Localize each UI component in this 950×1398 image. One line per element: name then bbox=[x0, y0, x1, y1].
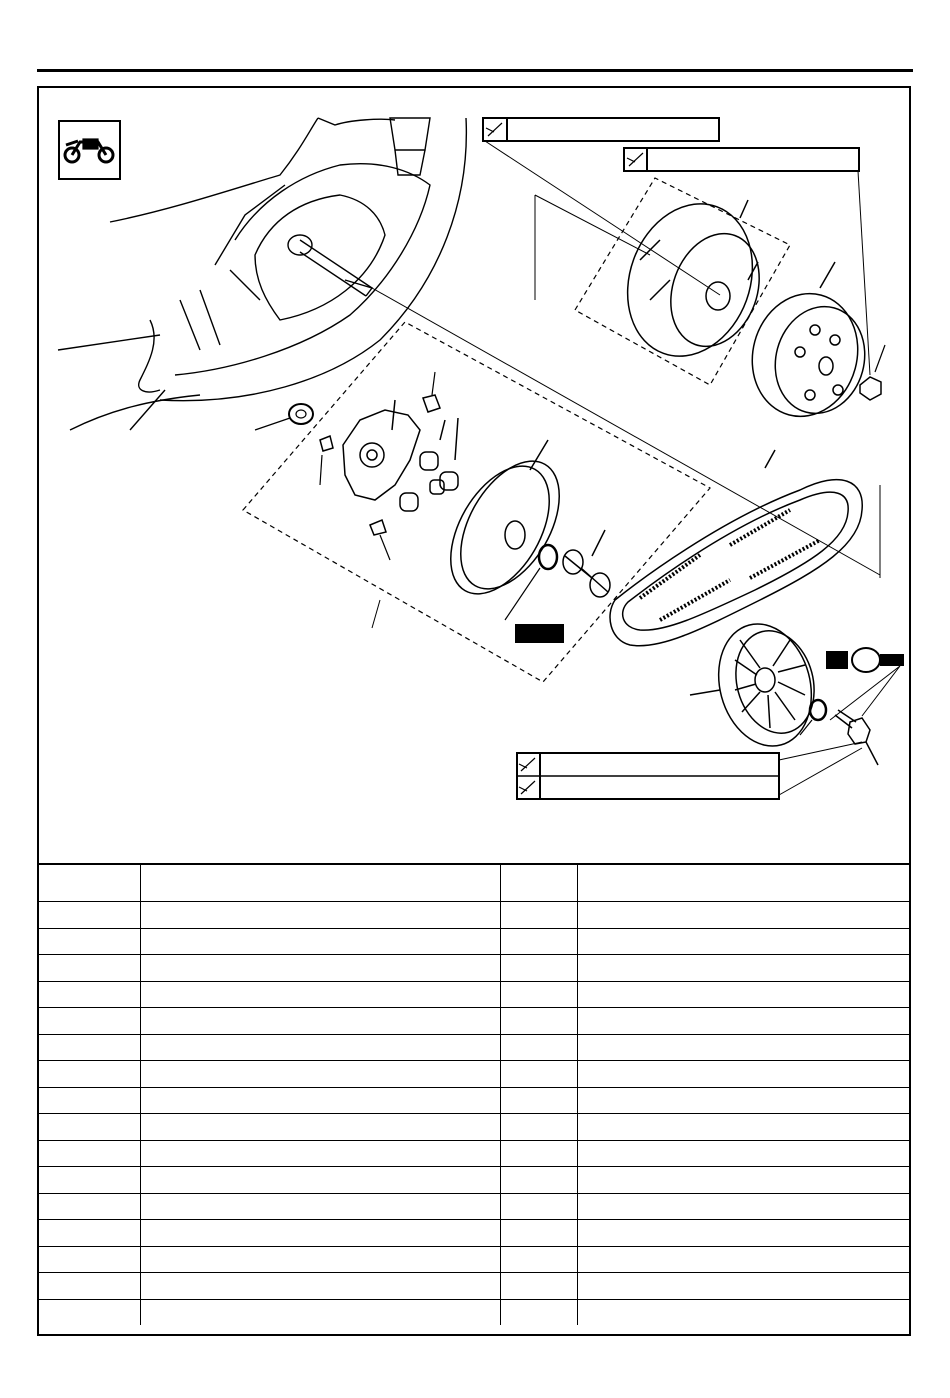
table-cell bbox=[38, 864, 140, 902]
cam-plate bbox=[343, 400, 420, 500]
table-cell bbox=[500, 1220, 577, 1247]
torque-wrench-icon bbox=[627, 153, 643, 166]
table-cell bbox=[577, 902, 910, 929]
torque-wrench-icon bbox=[519, 781, 535, 794]
slider bbox=[320, 436, 333, 451]
table-cell bbox=[38, 1273, 140, 1300]
table-row bbox=[38, 1114, 910, 1141]
table-cell bbox=[577, 864, 910, 902]
table-cell bbox=[577, 928, 910, 955]
table-row bbox=[38, 1220, 910, 1247]
table-cell bbox=[38, 1114, 140, 1141]
table-cell bbox=[38, 1246, 140, 1273]
torque-wrench-icon bbox=[486, 123, 502, 136]
table-row bbox=[38, 981, 910, 1008]
table-row bbox=[38, 1273, 910, 1300]
table-cell bbox=[140, 928, 500, 955]
table-cell bbox=[38, 1034, 140, 1061]
primary-sliding-sheave bbox=[430, 440, 579, 611]
table-cell bbox=[38, 928, 140, 955]
table-cell bbox=[140, 981, 500, 1008]
torque-wrench-icon bbox=[519, 758, 535, 771]
table-cell bbox=[38, 955, 140, 982]
table-cell bbox=[140, 1273, 500, 1300]
primary-fixed-sheave bbox=[690, 613, 825, 756]
table-cell bbox=[500, 864, 577, 902]
torque-box-1 bbox=[483, 118, 719, 141]
table-cell bbox=[500, 1061, 577, 1088]
table-cell bbox=[38, 981, 140, 1008]
table-cell bbox=[500, 1114, 577, 1141]
table-cell bbox=[140, 1246, 500, 1273]
table-cell bbox=[577, 1167, 910, 1194]
table-cell bbox=[500, 928, 577, 955]
table-cell bbox=[500, 1087, 577, 1114]
table-row bbox=[38, 928, 910, 955]
slider bbox=[370, 520, 386, 535]
table-cell bbox=[140, 1087, 500, 1114]
torque-box-2 bbox=[624, 148, 859, 171]
table-cell bbox=[140, 1167, 500, 1194]
table-cell bbox=[38, 1299, 140, 1325]
slider bbox=[423, 395, 440, 412]
v-belt bbox=[610, 450, 862, 646]
table-cell bbox=[500, 955, 577, 982]
oil-seal bbox=[539, 545, 557, 569]
table-header-row bbox=[38, 864, 910, 902]
header-rule bbox=[37, 69, 913, 72]
table-row bbox=[38, 1246, 910, 1273]
table-cell bbox=[140, 1114, 500, 1141]
table-cell bbox=[140, 1220, 500, 1247]
table-cell bbox=[500, 1273, 577, 1300]
table-cell bbox=[38, 1220, 140, 1247]
table-cell bbox=[577, 1008, 910, 1035]
table-cell bbox=[38, 1087, 140, 1114]
exploded-diagram bbox=[38, 87, 910, 863]
nut bbox=[860, 377, 881, 400]
table-cell bbox=[577, 955, 910, 982]
table-cell bbox=[577, 1114, 910, 1141]
collar bbox=[563, 530, 610, 597]
secondary-sheave bbox=[607, 186, 774, 374]
table-cell bbox=[140, 1193, 500, 1220]
table-cell bbox=[140, 955, 500, 982]
lubricant-icon bbox=[826, 648, 904, 720]
table-cell bbox=[140, 1140, 500, 1167]
lubricant-label bbox=[515, 624, 564, 643]
torque-box-3 bbox=[517, 753, 779, 799]
table-cell bbox=[140, 1008, 500, 1035]
table-cell bbox=[38, 1008, 140, 1035]
table-cell bbox=[500, 1246, 577, 1273]
table-row bbox=[38, 1061, 910, 1088]
motorcycle-icon bbox=[59, 121, 120, 179]
bolt bbox=[835, 710, 878, 765]
table-cell bbox=[38, 1167, 140, 1194]
table-cell bbox=[140, 1034, 500, 1061]
table-cell bbox=[500, 1034, 577, 1061]
table-cell bbox=[500, 981, 577, 1008]
washer bbox=[810, 700, 826, 720]
table-cell bbox=[500, 1299, 577, 1325]
table-cell bbox=[577, 1087, 910, 1114]
table-cell bbox=[140, 864, 500, 902]
table-cell bbox=[140, 902, 500, 929]
table-row bbox=[38, 1167, 910, 1194]
table-cell bbox=[577, 1220, 910, 1247]
shaft-axis-line bbox=[372, 288, 880, 575]
table-cell bbox=[500, 1193, 577, 1220]
table-cell bbox=[140, 1061, 500, 1088]
table-cell bbox=[577, 1273, 910, 1300]
washer bbox=[289, 404, 313, 424]
table-row bbox=[38, 1087, 910, 1114]
table-cell bbox=[500, 1167, 577, 1194]
table-cell bbox=[577, 1034, 910, 1061]
table-cell bbox=[577, 1140, 910, 1167]
table-cell bbox=[577, 1193, 910, 1220]
table-row bbox=[38, 1299, 910, 1325]
table-cell bbox=[38, 1061, 140, 1088]
table-cell bbox=[38, 1140, 140, 1167]
parts-table bbox=[38, 863, 910, 1325]
table-cell bbox=[140, 1299, 500, 1325]
table-cell bbox=[577, 1061, 910, 1088]
table-row bbox=[38, 1034, 910, 1061]
table-row bbox=[38, 955, 910, 982]
table-cell bbox=[38, 1193, 140, 1220]
table-row bbox=[38, 1140, 910, 1167]
table-row bbox=[38, 1193, 910, 1220]
secondary-assembly-boundary bbox=[575, 178, 790, 385]
table-cell bbox=[500, 1008, 577, 1035]
table-cell bbox=[577, 1299, 910, 1325]
table-cell bbox=[500, 902, 577, 929]
table-cell bbox=[577, 1246, 910, 1273]
table-row bbox=[38, 1008, 910, 1035]
table-row bbox=[38, 902, 910, 929]
table-cell bbox=[500, 1140, 577, 1167]
table-cell bbox=[577, 981, 910, 1008]
weights bbox=[400, 418, 458, 511]
table-cell bbox=[38, 902, 140, 929]
